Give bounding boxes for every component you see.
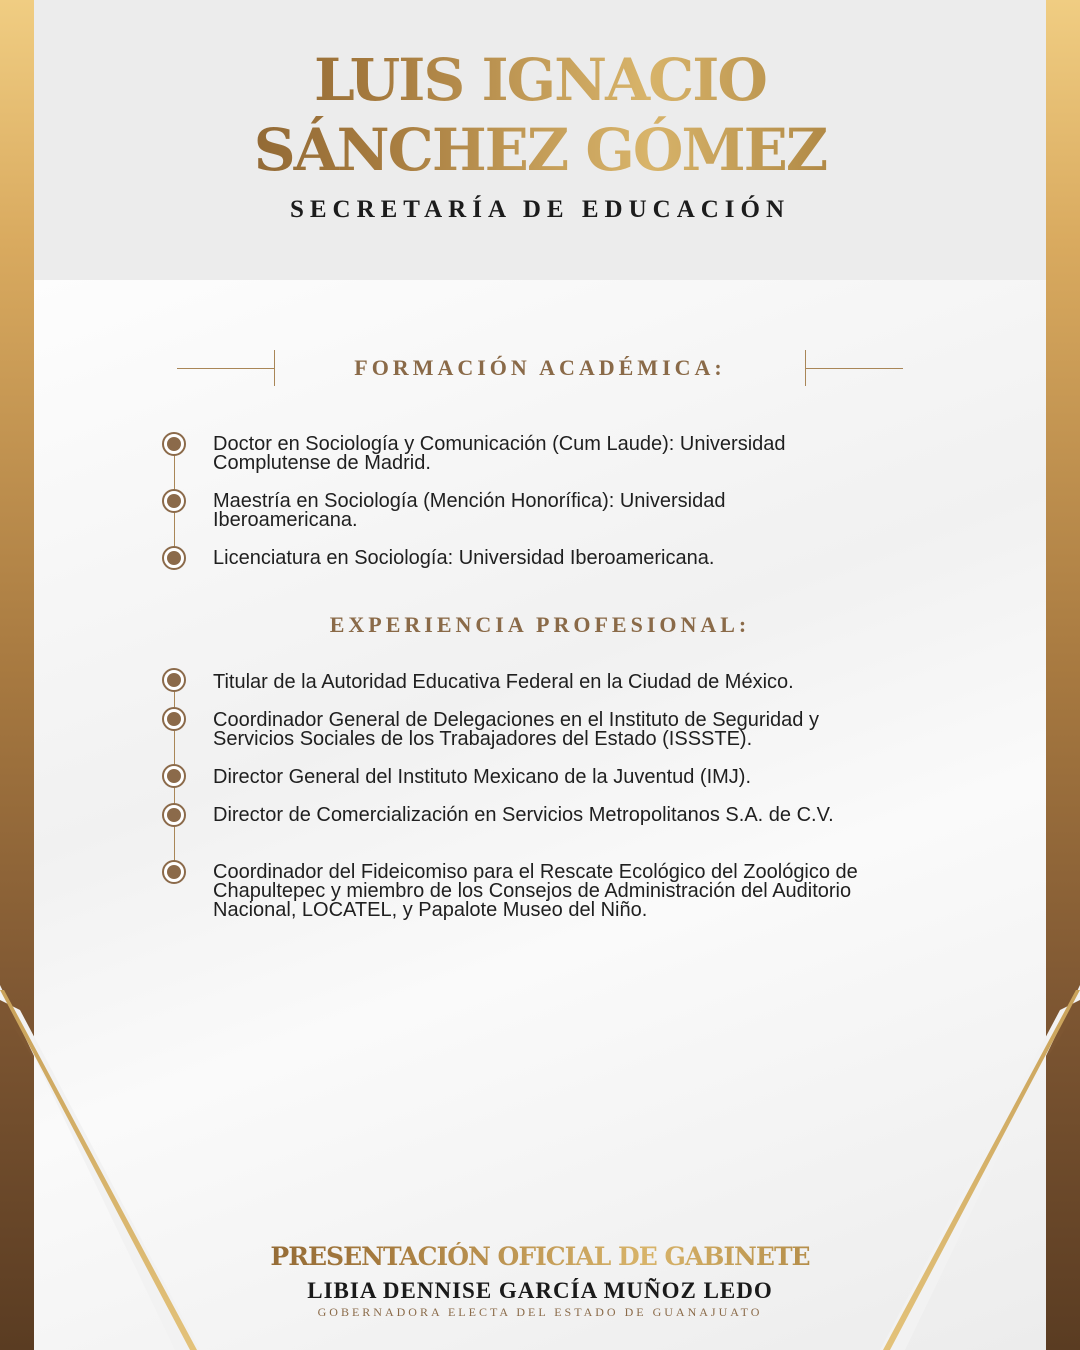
experience-bullet-icon [162,764,186,788]
person-name-last: SÁNCHEZ GÓMEZ [0,114,1080,186]
experience-item: Coordinador del Fideicomiso para el Rescate Ecológico del Zoológico de Chapultepec y miembro de los Consejos de Administración del Auditorio Nacional, LOCATEL, y Papalote Museo del Niño. [213,861,858,921]
experience-section-title: EXPERIENCIA PROFESIONAL: [329,612,751,637]
experience-item: Coordinador General de Delegaciones en el Instituto de Seguridad y Servicios Sociales de los Trabajadores del Estado (ISSSTE). [213,709,819,750]
experience-bullet-icon [162,668,186,692]
experience-item: Titular de la Autoridad Educativa Federal en la Ciudad de México. [213,671,794,693]
department-title: SECRETARÍA DE EDUCACIÓN [289,196,791,223]
experience-bullet-icon [162,707,186,731]
education-bullet-icon [162,546,186,570]
education-item: Licenciatura en Sociología: Universidad Iberoamericana. [213,547,715,569]
experience-item: Director General del Instituto Mexicano de la Juventud (IMJ). [213,766,752,788]
education-bullet-icon [162,432,186,456]
footer-governor-name: LIBIA DENNISE GARCÍA MUÑOZ LEDO [307,1278,773,1303]
experience-bullet-icon [162,803,186,827]
education-item: Doctor en Sociología y Comunicación (Cum Laude): Universidad Complutense de Madrid. [213,433,786,474]
footer-title: PRESENTACIÓN OFICIAL DE GABINETE [0,1242,1080,1271]
education-bullet-icon [162,489,186,513]
person-name-first: LUIS IGNACIO [0,44,1080,116]
education-section-title: FORMACIÓN ACADÉMICA: [354,355,726,380]
experience-item: Director de Comercialización en Servicios Metropolitanos S.A. de C.V. [213,804,834,826]
footer-governor-role: GOBERNADORA ELECTA DEL ESTADO DE GUANAJUATO [317,1305,763,1319]
experience-bullet-icon [162,860,186,884]
education-item: Maestría en Sociología (Mención Honorífica): Universidad Iberoamericana. [213,490,726,531]
